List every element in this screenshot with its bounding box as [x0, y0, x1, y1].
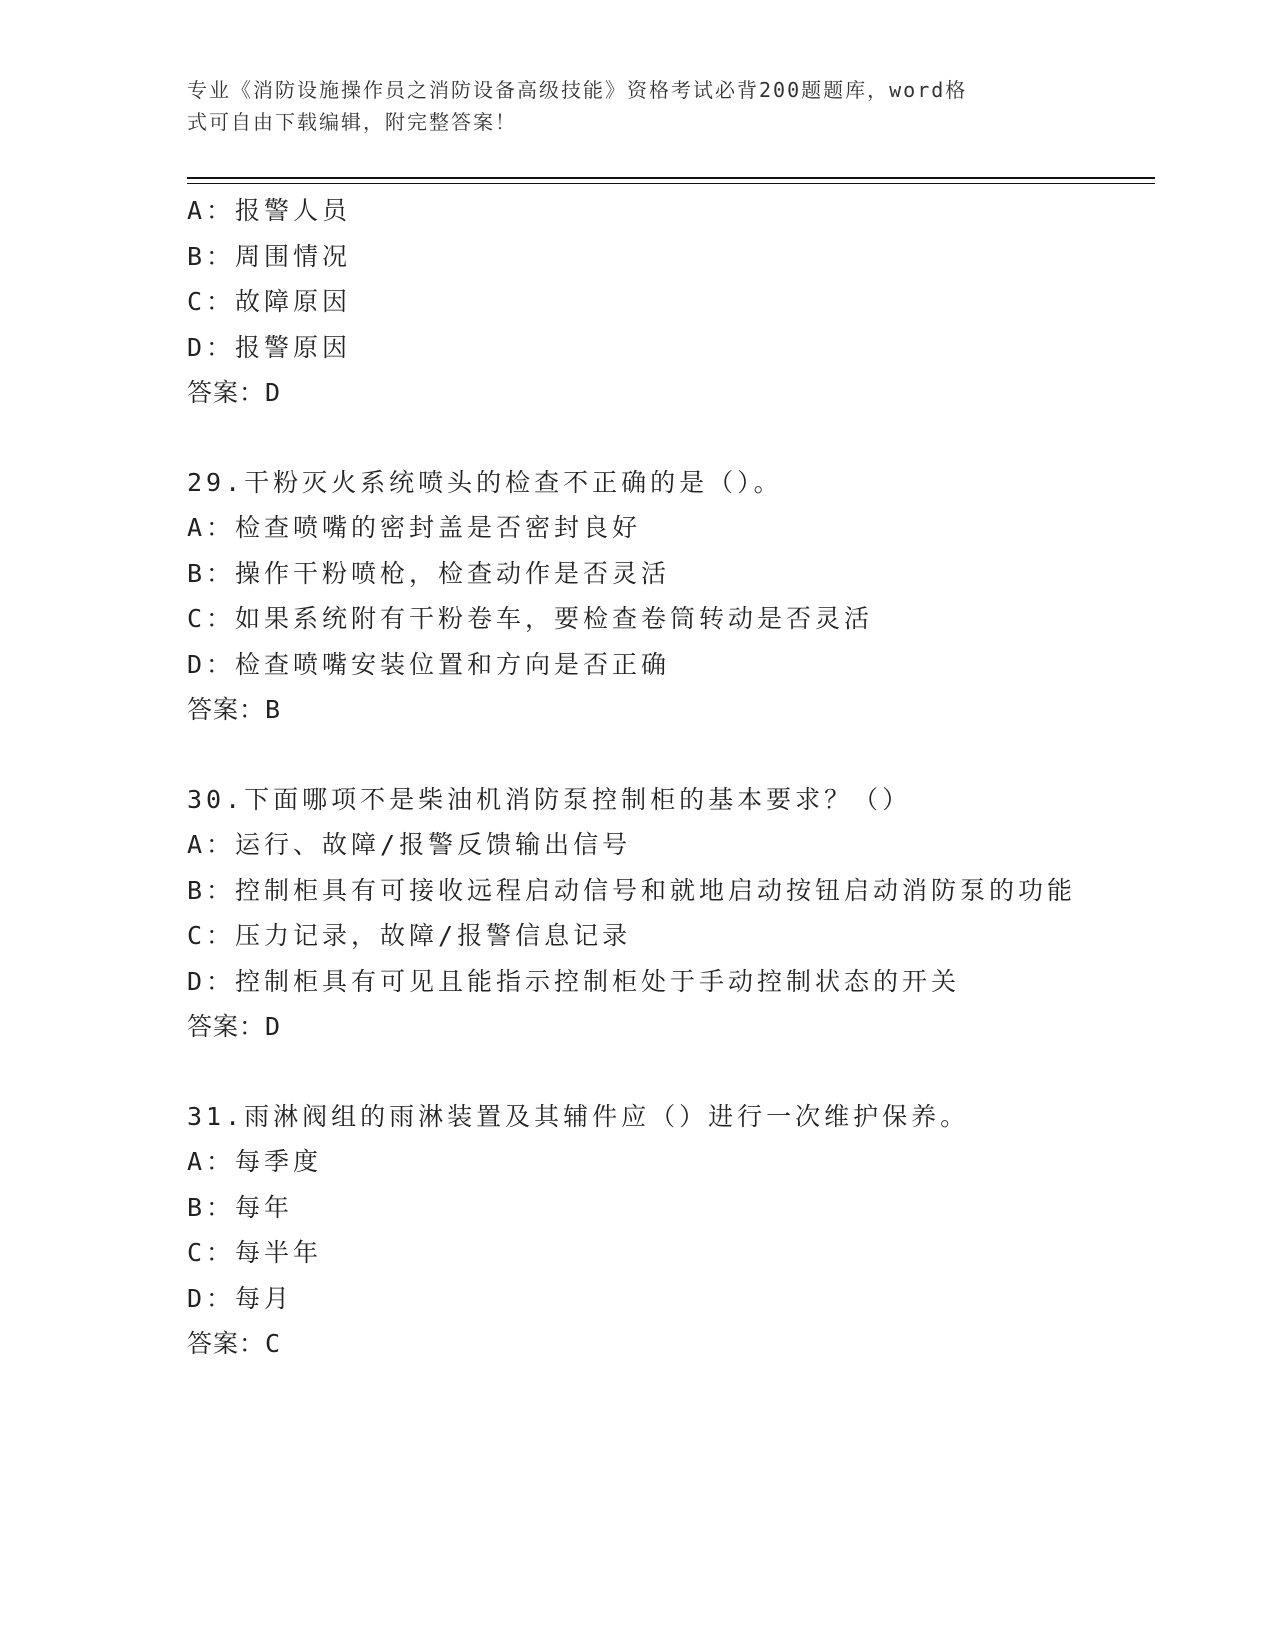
answer-label: 答案： [187, 378, 266, 407]
question-stem: 31.雨淋阀组的雨淋装置及其辅件应（）进行一次维护保养。 [187, 1101, 970, 1131]
answer-value: B [265, 695, 282, 724]
answer-line [187, 687, 1187, 733]
option-b: B：操作干粉喷枪，检查动作是否灵活 [187, 558, 671, 588]
question-spacer [187, 1050, 1187, 1094]
question-block-partial [187, 188, 1187, 416]
option-c: C：压力记录，故障/报警信息记录 [187, 921, 632, 950]
option-c: C：如果系统附有干粉卷车，要检查卷筒转动是否灵活 [187, 604, 874, 633]
option-a: A：每季度 [187, 1147, 323, 1176]
question-stem: 29.干粉灭火系统喷头的检查不正确的是（）。 [187, 467, 783, 497]
option-a: A：检查喷嘴的密封盖是否密封良好 [187, 513, 642, 542]
question-block-30 [187, 777, 1187, 1050]
header-line-1: 专业《消防设施操作员之消防设备高级技能》资格考试必背200题题库，word格 [187, 78, 968, 102]
answer-label: 答案： [187, 1012, 266, 1041]
question-spacer [187, 733, 1187, 777]
document-header [187, 74, 1067, 138]
header-divider-thick [187, 177, 1155, 179]
option-b: B：周围情况 [187, 241, 352, 271]
question-list [187, 188, 1187, 1367]
header-line-2: 式可自由下载编辑，附完整答案！ [187, 110, 517, 134]
option-d: D：控制柜具有可见且能指示控制柜处于手动控制状态的开关 [187, 966, 961, 996]
option-a: A：报警人员 [187, 196, 352, 225]
option-d: D：检查喷嘴安装位置和方向是否正确 [187, 649, 671, 679]
answer-label: 答案： [187, 1329, 266, 1358]
option-d: D：报警原因 [187, 332, 352, 362]
question-spacer [187, 416, 1187, 460]
header-divider-thin [187, 183, 1155, 184]
answer-line [187, 1321, 1187, 1367]
answer-value: D [265, 1012, 282, 1041]
question-block-31 [187, 1094, 1187, 1367]
answer-line [187, 1004, 1187, 1050]
answer-label: 答案： [187, 695, 266, 724]
option-c: C：每半年 [187, 1238, 323, 1267]
answer-value: C [265, 1329, 282, 1358]
answer-line [187, 370, 1187, 416]
answer-value: D [265, 378, 282, 407]
option-b: B：每年 [187, 1192, 294, 1222]
question-stem: 30.下面哪项不是柴油机消防泵控制柜的基本要求？（） [187, 784, 912, 814]
option-c: C：故障原因 [187, 287, 352, 316]
option-b: B：控制柜具有可接收远程启动信号和就地启动按钮启动消防泵的功能 [187, 875, 1077, 905]
option-a: A：运行、故障/报警反馈输出信号 [187, 830, 632, 859]
question-block-29 [187, 460, 1187, 733]
option-d: D：每月 [187, 1283, 294, 1313]
